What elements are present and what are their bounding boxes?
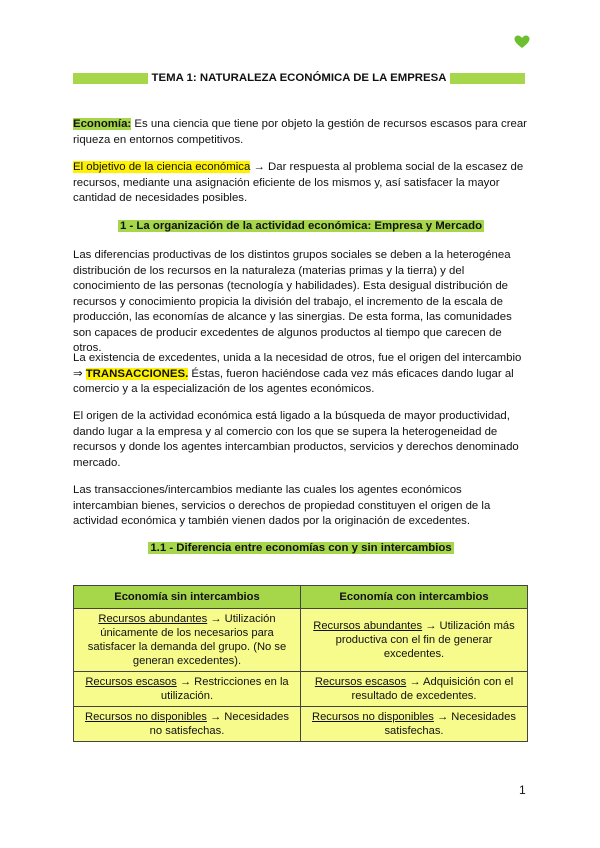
definition-term: Economía: [73, 118, 132, 130]
table-cell [74, 707, 301, 742]
paragraph-differences [73, 248, 529, 357]
section-heading-1 [73, 219, 529, 235]
section-heading-1-text: 1 - La organización de la actividad económica: Empresa y Mercado [119, 220, 483, 232]
cell-text: → Restricciones en la utilización. [160, 676, 289, 702]
definition-text: Es una ciencia que tiene por objeto la gestión de recursos escasos para crear riqueza en entornos competitivos. [73, 118, 527, 146]
paragraph-transactions-text: Las transacciones/intercambios mediante las cuales los agentes económicos intercambian bienes, servicios o derechos de propiedad constituyen el origen de la actividad económica y también vienen dados por la originación de excedentes. [73, 484, 491, 527]
page-number: 1 [519, 783, 526, 797]
table-row [74, 609, 528, 672]
paragraph-origin [73, 409, 529, 471]
cell-term: Recursos escasos [314, 676, 407, 688]
paragraph-origin-text: El origen de la actividad económica está ligado a la búsqueda de mayor productividad, dando lugar a la empresa y al comercio con los que se supera la heterogeneidad de recursos y donde los agentes intercambian productos, servicios y derechos denominado mercado. [73, 410, 519, 469]
table-row [74, 672, 528, 707]
definition-paragraph [73, 117, 529, 148]
cell-term: Recursos abundantes [313, 620, 423, 632]
paragraph-transactions [73, 483, 529, 530]
cell-text: → Adquisición con el resultado de excedentes. [351, 676, 514, 702]
table-cell [301, 707, 528, 742]
page-title [73, 71, 525, 86]
paragraph-surplus-text-a: La existencia de excedentes, unida a la necesidad de otros, fue el origen del intercambio ⇒ [73, 352, 522, 380]
column-header-without-exchange: Economía sin intercambios [74, 586, 301, 609]
title-text: TEMA 1: NATURALEZA ECONÓMICA DE LA EMPRESA [148, 72, 451, 84]
section-heading-1-1 [73, 541, 529, 557]
paragraph-surplus [73, 351, 529, 398]
table-row [74, 707, 528, 742]
heart-icon [514, 35, 530, 49]
table-header-row [74, 586, 528, 609]
comparison-table [73, 585, 528, 742]
objective-text: → Dar respuesta al problema social de la escasez de recursos, mediante una asignación eficiente de los mismos y, así satisfacer la mayor cantidad de necesidades posibles. [73, 161, 524, 204]
section-heading-1-1-text: 1.1 - Diferencia entre economías con y sin intercambios [150, 542, 452, 554]
transactions-term: TRANSACCIONES. [85, 367, 189, 380]
objective-paragraph [73, 160, 529, 207]
cell-text: → Utilización más productiva con el fin de generar excedentes. [335, 620, 515, 660]
cell-text: → Necesidades satisfechas. [384, 711, 516, 737]
table-cell [74, 609, 301, 672]
cell-term: Recursos abundantes [98, 613, 208, 625]
table-cell [74, 672, 301, 707]
cell-text: → Necesidades no satisfechas. [149, 711, 289, 737]
table-cell [301, 672, 528, 707]
cell-term: Recursos no disponibles [312, 711, 434, 723]
paragraph-surplus-text-b: Éstas, fueron haciéndose cada vez más eficaces dando lugar al comercio y a la especialización de los agentes económicos. [73, 367, 514, 395]
paragraph-differences-text: Las diferencias productivas de los distintos grupos sociales se deben a la heterogénea distribución de los recursos en la naturaleza (materias primas y la tierra) y del conocimiento de las personas (tecnología y habilidades). Esta desigual distribución de recursos y conocimiento propicia la división del trabajo, el incremento de la escala de producción, las economías de alcance y las sinergias. De esta forma, las comunidades son capaces de producir excedentes de algunos productos al tiempo que carecen de otros. [73, 249, 512, 354]
cell-term: Recursos no disponibles [85, 711, 207, 723]
cell-term: Recursos escasos [85, 676, 177, 688]
cell-text: → Utilización únicamente de los necesarios para satisfacer la demanda del grupo. (No se generan excedentes). [87, 613, 287, 667]
table-cell [301, 609, 528, 672]
objective-term: El objetivo de la ciencia económica [73, 161, 251, 173]
column-header-with-exchange: Economía con intercambios [301, 586, 528, 609]
